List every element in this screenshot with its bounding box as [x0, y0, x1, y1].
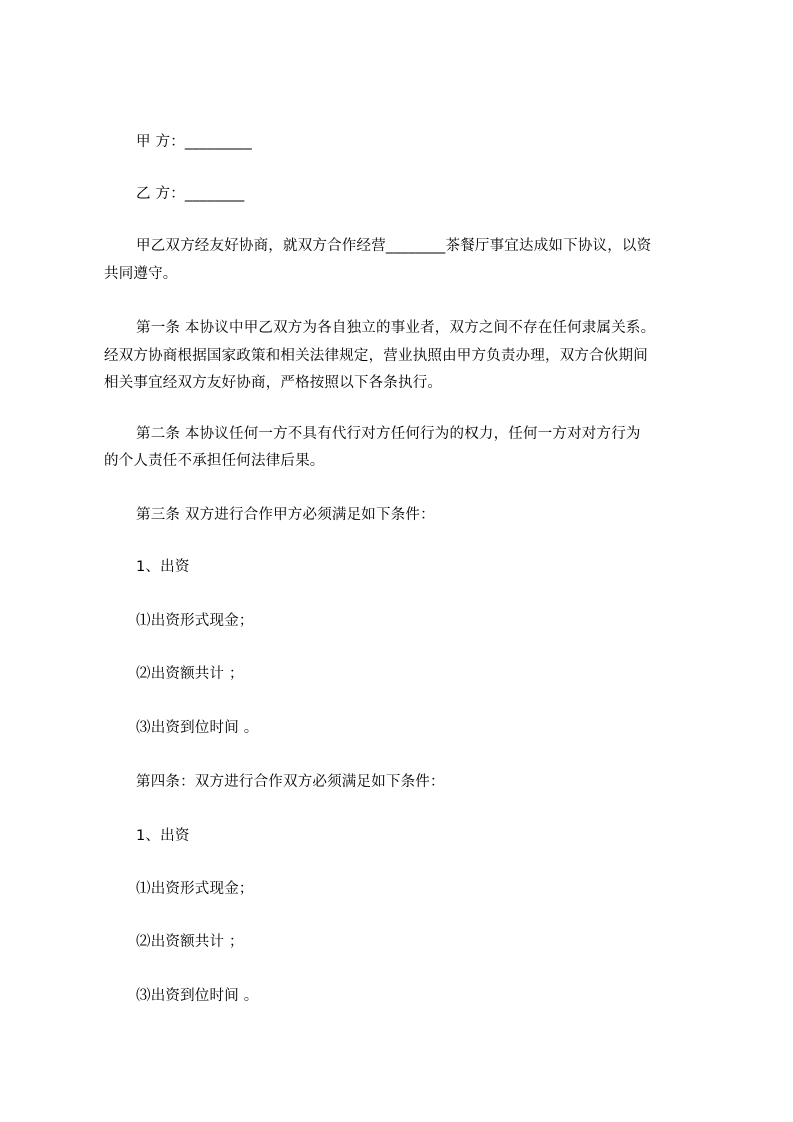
article-3-title: 第三条 双方进行合作甲方必须满足如下条件： [136, 507, 435, 523]
article-4-subitem-3: ⑶出资到位时间 。 [136, 988, 259, 1004]
article-3-item-1: 1、出资 [136, 559, 190, 575]
article-2-line-2: 的个人责任不承担任何法律后果。 [104, 453, 325, 469]
article-1-line-1: 第一条 本协议中甲乙双方为各自独立的事业者，双方之间不存在任何隶属关系。 [136, 320, 656, 336]
article-1-line-2: 经双方协商根据国家政策和相关法律规定，营业执照由甲方负责办理，双方合伙期间 [104, 348, 648, 364]
article-3-subitem-1: ⑴出资形式现金； [136, 613, 254, 629]
article-3-subitem-3: ⑶出资到位时间 。 [136, 720, 259, 736]
article-4-subitem-2: ⑵出资额共计 ； [136, 934, 244, 950]
party-b-line: 乙 方：________ [136, 186, 245, 202]
article-4-title: 第四条：双方进行合作双方必须满足如下条件： [136, 774, 445, 790]
intro-paragraph-line-1: 甲乙双方经友好协商，就双方合作经营________茶餐厅事宜达成如下协议，以资 [136, 238, 652, 254]
party-a-line: 甲 方：_________ [136, 134, 252, 150]
intro-paragraph-line-2: 共同遵守。 [104, 266, 178, 282]
article-4-item-1: 1、出资 [136, 828, 190, 844]
article-4-subitem-1: ⑴出资形式现金； [136, 881, 254, 897]
article-2-line-1: 第二条 本协议任何一方不具有代行对方任何行为的权力，任何一方对对方行为 [136, 426, 641, 442]
article-3-subitem-2: ⑵出资额共计 ； [136, 666, 244, 682]
article-1-line-3: 相关事宜经双方友好协商，严格按照以下各条执行。 [104, 375, 443, 391]
